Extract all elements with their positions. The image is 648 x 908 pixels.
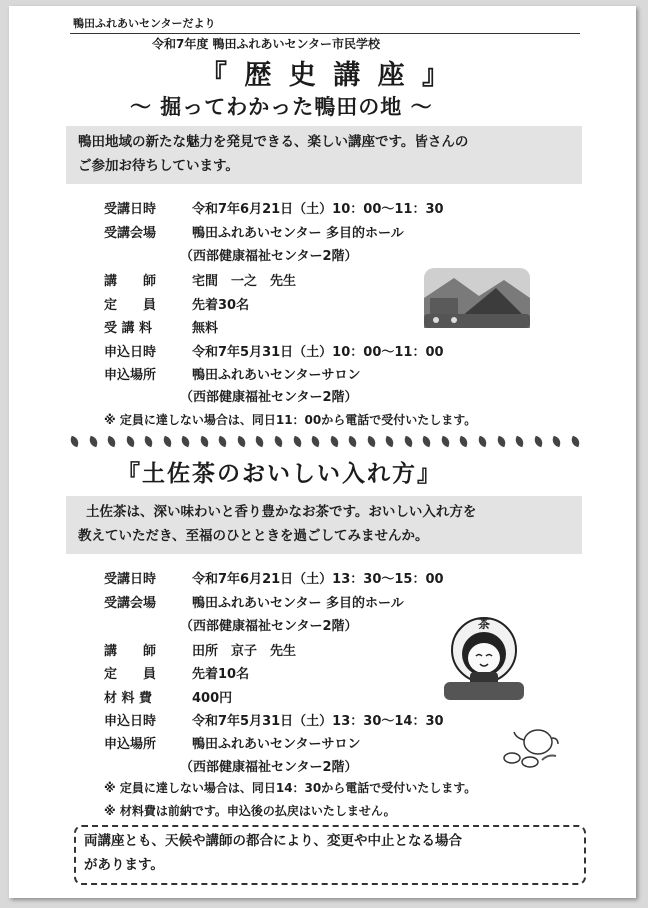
course1-row-label: 受講会場	[104, 226, 157, 241]
leaf-icon	[365, 436, 377, 448]
course1-subheading: 令和7年度 鴨田ふれあいセンター市民学校	[152, 37, 381, 51]
course1-note: ※ 定員に達しない場合は、同日11：00から電話で受付いたします。	[104, 413, 477, 427]
teacup	[504, 753, 520, 763]
course2-row-value: 令和7年6月21日（土）13：30～15：00	[192, 572, 444, 587]
course2-intro-line2: 教えていただき、至福のひとときを過ごしてみませんか。	[78, 528, 429, 544]
leaf-icon	[217, 436, 229, 448]
leaf-icon	[458, 436, 470, 448]
course2-note-fee: ※ 材料費は前納です。申込後の払戻はいたしません。	[104, 804, 396, 818]
leaf-icon	[569, 436, 581, 448]
course2-row-label: 受講会場	[104, 596, 157, 611]
leaf-icon	[440, 436, 452, 448]
leaf-icon	[477, 436, 489, 448]
course2-row-value: （西部健康福祉センター2階）	[180, 619, 358, 634]
notice-line2: があります。	[84, 857, 164, 873]
course2-row-value: 令和7年5月31日（土）13：30～14：30	[192, 714, 444, 729]
leaf-icon	[106, 436, 118, 448]
newsletter-header: 鴨田ふれあいセンターだより	[73, 17, 216, 30]
course1-intro	[78, 130, 468, 178]
course2-intro	[78, 500, 476, 548]
teapot-spout	[514, 732, 524, 740]
course1-row-value: 令和7年6月21日（土）10：00～11：30	[192, 202, 444, 217]
leaf-icon	[384, 436, 396, 448]
teapot-body	[524, 730, 552, 754]
hat-label: 茶	[477, 617, 491, 631]
course1-row-value: 令和7年5月31日（土）10：00～11：00	[192, 345, 444, 360]
course2-note-deadline: ※ 定員に達しない場合は、同日14：30から電話で受付いたします。	[104, 781, 477, 795]
leaf-icon	[551, 436, 563, 448]
course1-row-value: 鴨田ふれあいセンター 多目的ホール	[192, 226, 404, 241]
leaf-icon	[403, 436, 415, 448]
course2-row-value: 鴨田ふれあいセンターサロン	[192, 737, 361, 752]
leaf-icon	[143, 436, 155, 448]
teapot-illustration	[498, 720, 562, 768]
course2-row-value: 先着10名	[192, 667, 250, 682]
course1-row-value: 先着30名	[192, 298, 250, 313]
course2-title: 『土佐茶のおいしい入れ方』	[117, 461, 442, 487]
course2-row-value: 鴨田ふれあいセンター 多目的ホール	[192, 596, 404, 611]
leaf-icon	[236, 436, 248, 448]
course1-row-label: 申込日時	[104, 345, 157, 360]
leaf-icon	[87, 436, 99, 448]
course2-row-label: 申込日時	[104, 714, 157, 729]
course1-title: 『 歴 史 講 座 』	[200, 60, 453, 91]
notice-text	[84, 829, 462, 877]
course1-row-value: 鴨田ふれあいセンターサロン	[192, 368, 361, 383]
tea-picker-illustration	[444, 610, 524, 700]
worker	[433, 317, 439, 323]
leaf-icon	[69, 436, 81, 448]
course1-row-value: 無料	[192, 321, 219, 336]
course1-row-label: 申込場所	[104, 368, 157, 383]
ground	[424, 314, 530, 328]
leaf-icon	[532, 436, 544, 448]
leaf-icon	[421, 436, 433, 448]
course2-row-label: 講 師	[104, 644, 157, 659]
course2-row-label: 材 料 費	[104, 691, 153, 706]
course1-row-label: 受講日時	[104, 202, 157, 217]
tea-leaf-sprig	[542, 756, 556, 761]
course1-row-label: 受 講 料	[104, 321, 153, 336]
course2-row-value: 田所 京子 先生	[192, 644, 297, 659]
course2-row-value: 400円	[192, 691, 233, 706]
course2-row-value: （西部健康福祉センター2階）	[180, 760, 358, 775]
leaf-icon	[199, 436, 211, 448]
leaf-icon	[273, 436, 285, 448]
teapot-handle	[552, 738, 558, 744]
course1-intro-line2: ご参加お待ちしています。	[78, 158, 239, 174]
leaf-icon	[180, 436, 192, 448]
worker	[451, 317, 457, 323]
leaf-icon	[495, 436, 507, 448]
excavation-illustration	[424, 268, 530, 328]
leaf-icon	[161, 436, 173, 448]
leaf-icon	[310, 436, 322, 448]
course1-row-label: 定 員	[104, 298, 157, 313]
hut	[430, 298, 458, 316]
course1-intro-line1: 鴨田地域の新たな魅力を発見できる、楽しい講座です。皆さんの	[78, 134, 469, 150]
leaf-icon	[254, 436, 266, 448]
leaf-icon	[347, 436, 359, 448]
leaf-icon	[291, 436, 303, 448]
course1-row-value: 宅間 一之 先生	[192, 274, 297, 289]
course2-row-label: 受講日時	[104, 572, 157, 587]
course1-subtitle: ～ 掘ってわかった鴨田の地 ～	[130, 95, 433, 119]
course2-row-label: 申込場所	[104, 737, 157, 752]
course1-row-label: 講 師	[104, 274, 157, 289]
course2-intro-line1: 土佐茶は、深い味わいと香り豊かなお茶です。おいしい入れ方を	[86, 504, 477, 520]
leaf-icon	[328, 436, 340, 448]
teacup	[522, 757, 538, 767]
course2-row-label: 定 員	[104, 667, 157, 682]
course1-row-value: （西部健康福祉センター2階）	[180, 390, 358, 405]
course1-row-value: （西部健康福祉センター2階）	[180, 249, 358, 264]
leaf-divider	[70, 434, 580, 450]
header-rule	[70, 33, 580, 34]
tea-bushes	[444, 682, 524, 700]
leaf-icon	[124, 436, 136, 448]
leaf-icon	[514, 436, 526, 448]
notice-line1: 両講座とも、天候や講師の都合により、変更や中止となる場合	[84, 833, 462, 849]
face	[468, 643, 500, 673]
